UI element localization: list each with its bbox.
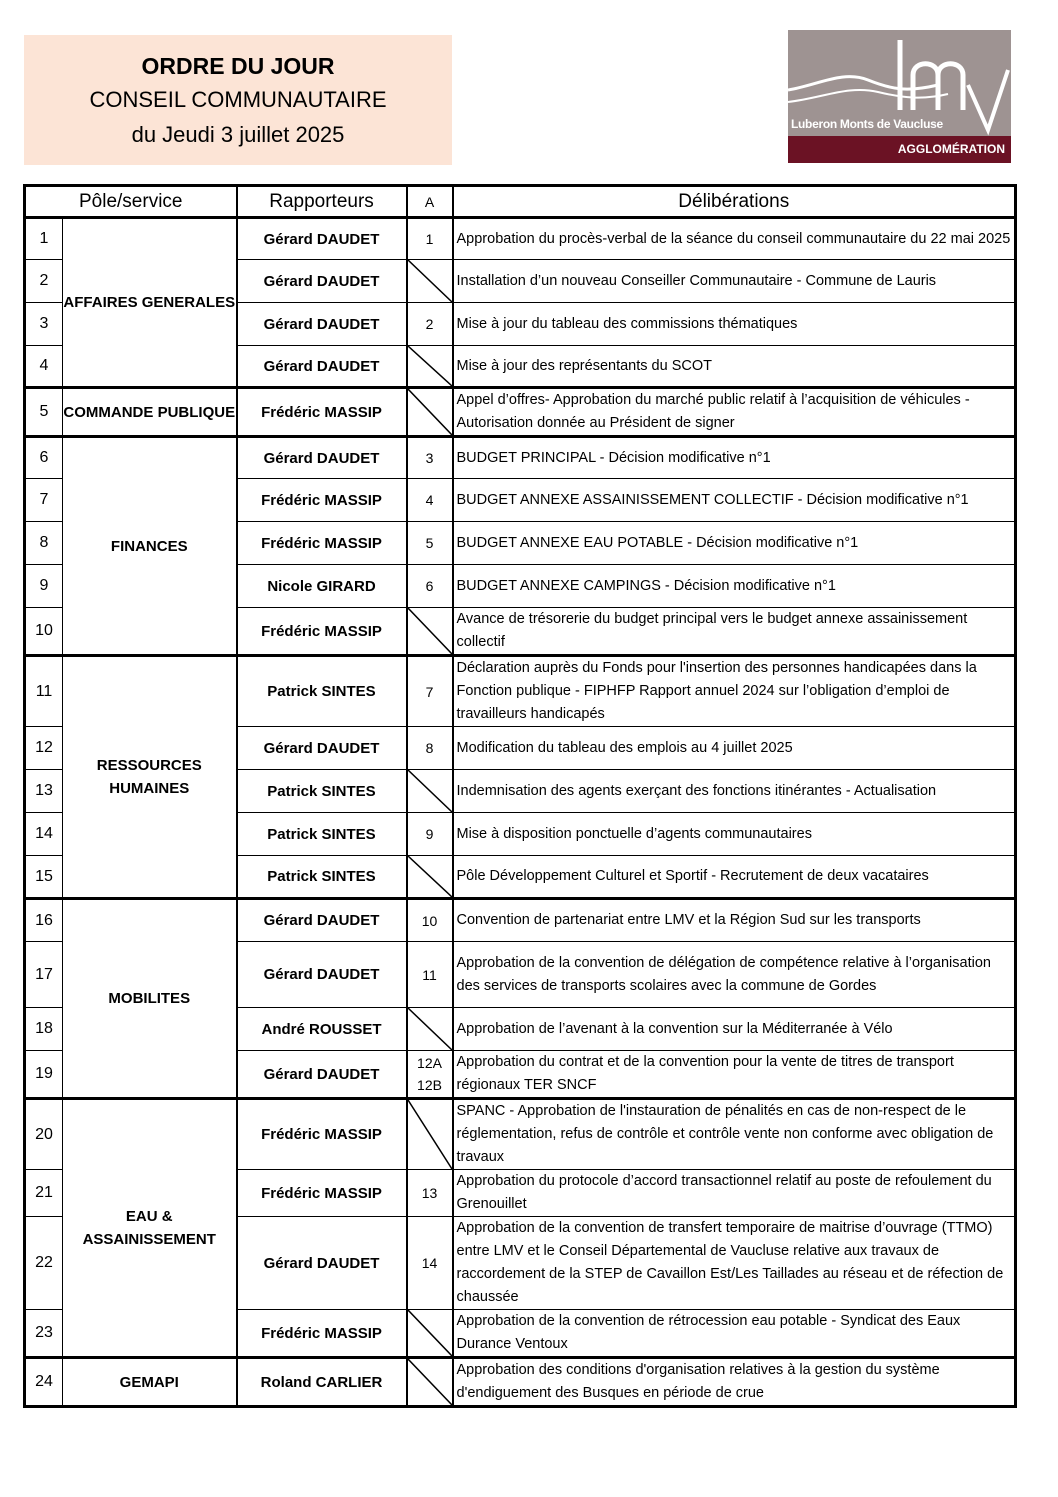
- deliberation-text: Approbation de la convention de transfert temporaire de maitrise d’ouvrage (TTMO) entre LMV et le Conseil Départemental de Vaucluse relative aux travaux de raccordement de la STEP de Cavaillon Est/Les Taillades au réseau et de réfection de chaussée: [453, 1217, 1016, 1310]
- pole-service: MOBILITES: [63, 899, 237, 1099]
- pole-service: RESSOURCES HUMAINES: [63, 656, 237, 899]
- deliberation-text: BUDGET ANNEXE ASSAINISSEMENT COLLECTIF - Décision modificative n°1: [453, 479, 1016, 522]
- row-number: 21: [25, 1170, 63, 1217]
- row-number: 16: [25, 899, 63, 942]
- rapporteur: Gérard DAUDET: [237, 727, 407, 770]
- table-header-row: [25, 186, 1016, 218]
- row-number: 9: [25, 565, 63, 608]
- annex-ref: 2: [407, 303, 453, 346]
- row-number: 19: [25, 1051, 63, 1099]
- table-row: [25, 656, 1016, 727]
- deliberation-text: SPANC - Approbation de l'instauration de pénalités en cas de non-respect de le réglementation, refus de contrôle et contrôle vente non conforme avec obligation de travaux: [453, 1099, 1016, 1170]
- row-number: 24: [25, 1358, 63, 1407]
- diagonal-slash-icon: [408, 770, 452, 812]
- annex-ref: 14: [407, 1217, 453, 1310]
- deliberation-text: Approbation du procès-verbal de la séance du conseil communautaire du 22 mai 2025: [453, 218, 1016, 260]
- deliberation-text: Installation d’un nouveau Conseiller Communautaire - Commune de Lauris: [453, 260, 1016, 303]
- rapporteur: Nicole GIRARD: [237, 565, 407, 608]
- annex-ref: 7: [407, 656, 453, 727]
- page-title: ORDRE DU JOUR: [141, 53, 335, 79]
- diagonal-slash-icon: [408, 1008, 452, 1050]
- diagonal-slash-icon: [408, 260, 452, 302]
- annex-ref: [407, 1008, 453, 1051]
- meeting-date: du Jeudi 3 juillet 2025: [131, 122, 345, 147]
- rapporteur: Gérard DAUDET: [237, 942, 407, 1008]
- annex-ref: [407, 1310, 453, 1358]
- annex-ref: 9: [407, 813, 453, 856]
- deliberation-text: Approbation de l’avenant à la convention sur la Méditerranée à Vélo: [453, 1008, 1016, 1051]
- rapporteur: Frédéric MASSIP: [237, 522, 407, 565]
- rapporteur: Roland CARLIER: [237, 1358, 407, 1407]
- annex-ref: 4: [407, 479, 453, 522]
- deliberation-text: Approbation du contrat et de la convention pour la vente de titres de transport régionaux TER SNCF: [453, 1051, 1016, 1099]
- row-number: 17: [25, 942, 63, 1008]
- col-header-deliberations: Délibérations: [453, 186, 1016, 218]
- logo-graphic: [788, 30, 1011, 136]
- agenda-table: [23, 184, 1017, 1408]
- diagonal-slash-icon: [408, 346, 452, 386]
- deliberation-text: Approbation des conditions d'organisation relatives à la gestion du système d'endiguement des Busques en période de crue: [453, 1358, 1016, 1407]
- table-row: [25, 218, 1016, 260]
- row-number: 15: [25, 856, 63, 899]
- diagonal-slash-icon: [408, 608, 452, 654]
- deliberation-text: Mise à jour des représentants du SCOT: [453, 346, 1016, 388]
- rapporteur: Gérard DAUDET: [237, 260, 407, 303]
- row-number: 13: [25, 770, 63, 813]
- title-box: [24, 35, 452, 165]
- table-row: [25, 899, 1016, 942]
- rapporteur: André ROUSSET: [237, 1008, 407, 1051]
- row-number: 22: [25, 1217, 63, 1310]
- annex-ref: 11: [407, 942, 453, 1008]
- logo-band: [788, 136, 1011, 163]
- row-number: 18: [25, 1008, 63, 1051]
- rapporteur: Patrick SINTES: [237, 856, 407, 899]
- rapporteur: Frédéric MASSIP: [237, 1310, 407, 1358]
- rapporteur: Patrick SINTES: [237, 770, 407, 813]
- deliberation-text: BUDGET ANNEXE EAU POTABLE - Décision modificative n°1: [453, 522, 1016, 565]
- table-row: [25, 388, 1016, 437]
- pole-service: AFFAIRES GENERALES: [63, 218, 237, 388]
- annex-ref: [407, 260, 453, 303]
- rapporteur: Gérard DAUDET: [237, 303, 407, 346]
- col-header-pole: Pôle/service: [25, 186, 237, 218]
- annex-ref: 12A 12B: [407, 1051, 453, 1099]
- deliberation-text: Mise à jour du tableau des commissions thématiques: [453, 303, 1016, 346]
- rapporteur: Gérard DAUDET: [237, 1217, 407, 1310]
- deliberation-text: Pôle Développement Culturel et Sportif - Recrutement de deux vacataires: [453, 856, 1016, 899]
- row-number: 20: [25, 1099, 63, 1170]
- annex-ref: 10: [407, 899, 453, 942]
- row-number: 14: [25, 813, 63, 856]
- annex-ref: 1: [407, 218, 453, 260]
- deliberation-text: Appel d’offres- Approbation du marché public relatif à l’acquisition de véhicules - Autorisation donnée au Président de signer: [453, 388, 1016, 437]
- lmv-logo: [788, 30, 1011, 163]
- diagonal-slash-icon: [408, 1310, 452, 1356]
- deliberation-text: Indemnisation des agents exerçant des fonctions itinérantes - Actualisation: [453, 770, 1016, 813]
- row-number: 5: [25, 388, 63, 437]
- annex-ref: [407, 770, 453, 813]
- annex-ref: 13: [407, 1170, 453, 1217]
- pole-service: GEMAPI: [63, 1358, 237, 1407]
- row-number: 6: [25, 437, 63, 479]
- rapporteur: Patrick SINTES: [237, 813, 407, 856]
- annex-ref: 5: [407, 522, 453, 565]
- rapporteur: Gérard DAUDET: [237, 1051, 407, 1099]
- logo-tagline: AGGLOMÉRATION: [897, 142, 1005, 156]
- deliberation-text: Approbation de la convention de délégation de compétence relative à l’organisation des services de transports scolaires avec la commune de Gordes: [453, 942, 1016, 1008]
- annex-ref: 8: [407, 727, 453, 770]
- row-number: 12: [25, 727, 63, 770]
- diagonal-slash-icon: [408, 1359, 452, 1405]
- deliberation-text: Déclaration auprès du Fonds pour l'insertion des personnes handicapées dans la Fonction publique - FIPHFP Rapport annuel 2024 sur l’obligation d’emploi de travailleurs handicapés: [453, 656, 1016, 727]
- rapporteur: Gérard DAUDET: [237, 346, 407, 388]
- diagonal-slash-icon: [408, 389, 452, 435]
- deliberation-text: BUDGET PRINCIPAL - Décision modificative n°1: [453, 437, 1016, 479]
- rapporteur: Patrick SINTES: [237, 656, 407, 727]
- rapporteur: Frédéric MASSIP: [237, 608, 407, 656]
- annex-ref: [407, 1099, 453, 1170]
- rapporteur: Frédéric MASSIP: [237, 479, 407, 522]
- rapporteur: Frédéric MASSIP: [237, 388, 407, 437]
- col-header-a: A: [407, 186, 453, 218]
- row-number: 7: [25, 479, 63, 522]
- deliberation-text: Avance de trésorerie du budget principal vers le budget annexe assainissement collectif: [453, 608, 1016, 656]
- diagonal-slash-icon: [408, 856, 452, 897]
- rapporteur: Frédéric MASSIP: [237, 1099, 407, 1170]
- deliberation-text: Approbation du protocole d’accord transactionnel relatif au poste de refoulement du Grenouillet: [453, 1170, 1016, 1217]
- annex-ref: 3: [407, 437, 453, 479]
- logo-name: Luberon Monts de Vaucluse: [791, 117, 943, 131]
- rapporteur: Gérard DAUDET: [237, 899, 407, 942]
- annex-ref: 6: [407, 565, 453, 608]
- rapporteur: Gérard DAUDET: [237, 218, 407, 260]
- row-number: 1: [25, 218, 63, 260]
- table-row: [25, 437, 1016, 479]
- row-number: 10: [25, 608, 63, 656]
- col-header-rapporteurs: Rapporteurs: [237, 186, 407, 218]
- page-subtitle: CONSEIL COMMUNAUTAIRE: [89, 87, 387, 112]
- annex-ref: [407, 1358, 453, 1407]
- row-number: 4: [25, 346, 63, 388]
- row-number: 3: [25, 303, 63, 346]
- deliberation-text: BUDGET ANNEXE CAMPINGS - Décision modificative n°1: [453, 565, 1016, 608]
- rapporteur: Gérard DAUDET: [237, 437, 407, 479]
- row-number: 2: [25, 260, 63, 303]
- deliberation-text: Approbation de la convention de rétrocession eau potable - Syndicat des Eaux Durance Ventoux: [453, 1310, 1016, 1358]
- pole-service: COMMANDE PUBLIQUE: [63, 388, 237, 437]
- diagonal-slash-icon: [408, 1100, 452, 1169]
- table-row: [25, 1099, 1016, 1170]
- row-number: 11: [25, 656, 63, 727]
- pole-service: FINANCES: [63, 437, 237, 656]
- table-row: [25, 1358, 1016, 1407]
- annex-ref: [407, 346, 453, 388]
- pole-service: EAU & ASSAINISSEMENT: [63, 1099, 237, 1358]
- annex-ref: [407, 608, 453, 656]
- deliberation-text: Convention de partenariat entre LMV et la Région Sud sur les transports: [453, 899, 1016, 942]
- deliberation-text: Mise à disposition ponctuelle d’agents communautaires: [453, 813, 1016, 856]
- row-number: 23: [25, 1310, 63, 1358]
- rapporteur: Frédéric MASSIP: [237, 1170, 407, 1217]
- row-number: 8: [25, 522, 63, 565]
- annex-ref: [407, 856, 453, 899]
- deliberation-text: Modification du tableau des emplois au 4 juillet 2025: [453, 727, 1016, 770]
- annex-ref: [407, 388, 453, 437]
